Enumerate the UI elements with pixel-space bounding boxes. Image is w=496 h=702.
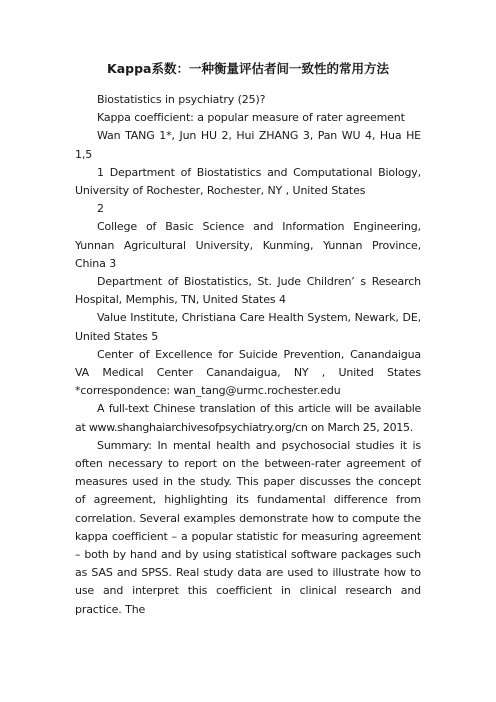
author-list: Wan TANG 1*, Jun HU 2, Hui ZHANG 3, Pan WU 4, Hua HE 1,5 bbox=[75, 129, 421, 161]
article-title: Kappa coefficient: a popular measure of rater agreement bbox=[97, 111, 405, 125]
affiliation-1: 1 Department of Biostatistics and Computational Biology, University of Rochester, Rochester, NY , United States bbox=[75, 165, 421, 198]
affiliation-3: Department of Biostatistics, St. Jude Children’ s Research Hospital, Memphis, TN, United States 4 bbox=[75, 275, 421, 307]
series-line: Biostatistics in psychiatry (25)? bbox=[97, 93, 266, 106]
document-page bbox=[75, 60, 421, 619]
translation-note: A full-text Chinese translation of this article will be available at www.shanghaiarchivesofpsychiatry.org/cn on March 25, 2015. bbox=[75, 402, 421, 434]
summary-paragraph: Summary: In mental health and psychosocial studies it is often necessary to report on the between-rater agreement of measures used in the study. This paper discusses the concept of agreement, highlighting its fundamental difference from correlation. Several examples demonstrate how to compute the kappa coefficient – a popular statistic for measuring agreement – both by hand and by using statistical software packages such as SAS and SPSS. Real study data are used to illustrate how to use and interpret this coefficient in clinical research and practice. The bbox=[75, 438, 421, 616]
affiliation-2: College of Basic Science and Information Engineering, Yunnan Agricultural University, Kunming, Yunnan Province, China 3 bbox=[75, 220, 421, 270]
affiliation-4: Value Institute, Christiana Care Health System, Newark, DE, United States 5 bbox=[75, 311, 421, 343]
affiliation-2-marker: 2 bbox=[97, 202, 104, 216]
document-title: Kappa系数：一种衡量评估者间一致性的常用方法 bbox=[107, 61, 389, 76]
affiliation-5-correspondence: Center of Excellence for Suicide Prevention, Canandaigua VA Medical Center Canandaigua, NY , United States *correspondence: wan_tang@urmc.rochester.edu bbox=[75, 347, 421, 398]
